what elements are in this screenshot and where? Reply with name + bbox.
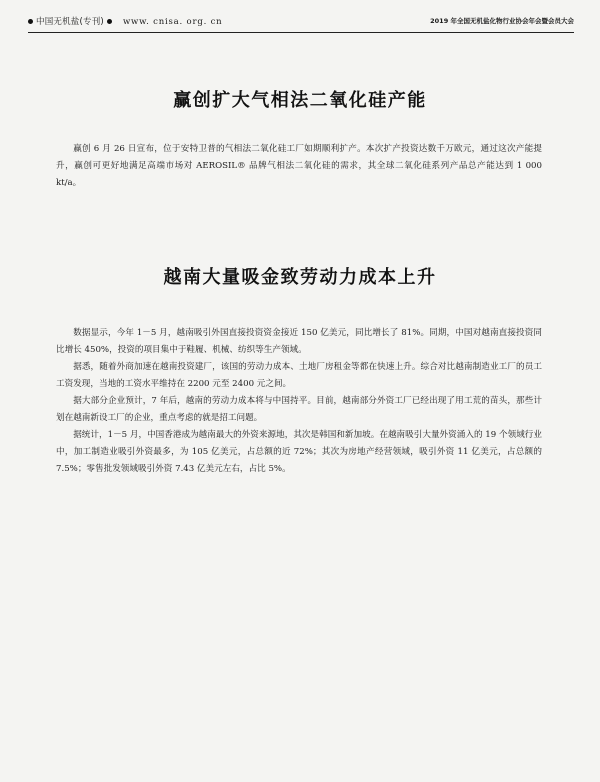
bullet-icon bbox=[28, 19, 33, 24]
article-title-1: 赢创扩大气相法二氧化硅产能 bbox=[173, 90, 427, 111]
bullet-icon bbox=[107, 19, 112, 24]
header-left bbox=[28, 15, 222, 27]
page-header bbox=[28, 12, 574, 33]
article-body-2 bbox=[56, 325, 542, 478]
article-title-2: 越南大量吸金致劳动力成本上升 bbox=[163, 267, 437, 288]
journal-name: 中国无机盐(专刊) bbox=[36, 17, 104, 27]
paragraph: 据大部分企业预计，7 年后，越南的劳动力成本将与中国持平。目前，越南部分外资工厂已经出现了用工荒的苗头，那些计划在越南新设工厂的企业，重点考虑的就是招工问题。 bbox=[56, 396, 542, 423]
paragraph: 赢创 6 月 26 日宣布，位于安特卫普的气相法二氧化硅工厂如期顺利扩产。本次扩产投资达数千万欧元，通过这次产能提升，赢创可更好地满足高端市场对 AEROSIL® 品牌气相法二氧化硅的需求，其全球二氧化硅系列产品总产能达到 1 000 kt/a。 bbox=[56, 144, 542, 188]
paragraph: 据悉，随着外商加速在越南投资建厂，该国的劳动力成本、土地厂房租金等都在快速上升。综合对比越南制造业工厂的员工工资发现，当地的工资水平维持在 2200 元至 2400 元之间。 bbox=[56, 362, 542, 389]
paragraph: 数据显示，今年 1－5 月，越南吸引外国直接投资资金接近 150 亿美元，同比增长了 81%。同期，中国对越南直接投资同比增长 450%，投资的项目集中于鞋履、机械、纺织等生产领域。 bbox=[56, 328, 542, 355]
paragraph: 据统计，1－5 月，中国香港成为越南最大的外资来源地，其次是韩国和新加坡。在越南吸引大量外资涌入的 19 个领域行业中，加工制造业吸引外资最多，为 105 亿美元，占总额的近 72%；其次为房地产经营领域，吸引外资 11 亿美元，占总额的 7.5%；零售批发领域吸引外资 7.43 亿美元左右，占比 5%。 bbox=[56, 430, 542, 474]
journal-url: www. cnisa. org. cn bbox=[122, 17, 223, 27]
article-body-1 bbox=[56, 141, 542, 192]
conference-name: 2019 年全国无机盐化物行业协会年会暨会员大会 bbox=[430, 17, 574, 25]
